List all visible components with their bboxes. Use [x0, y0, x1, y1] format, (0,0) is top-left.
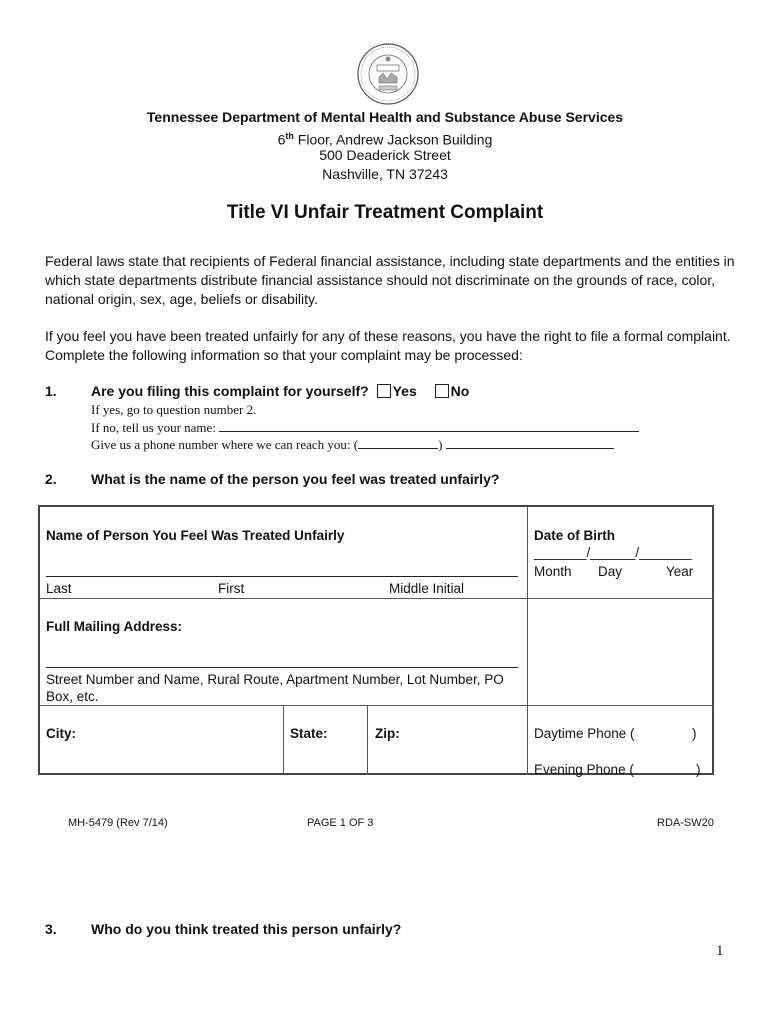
question-1-text: Are you filing this complaint for yourself? [91, 383, 369, 399]
first-label: First [218, 581, 245, 596]
q1-phone-label: Give us a phone number where we can reach you: ( [91, 437, 359, 452]
department-name: Tennessee Department of Mental Health and Substance Abuse Services [146, 109, 624, 125]
question-1-number: 1. [45, 383, 57, 399]
intro-paragraph-2: If you feel you have been treated unfairly for any of these reasons, you have the right to file a formal complaint. Complete the following information so that your complaint may be processed: [45, 328, 731, 363]
last-label: Last [46, 581, 72, 596]
question-1 [91, 383, 469, 399]
middle-initial-label: Middle Initial [389, 581, 465, 596]
evening-phone-close: ) [696, 762, 701, 777]
dob-field[interactable]: _______/______/_______ [534, 545, 692, 560]
intro-paragraph-1: Federal laws state that recipients of Federal financial assistance, including state departments and the entities in which state departments distribute financial assistance should not discriminate on the grounds of race, color, national origin, sex, age, beliefs or disability. [45, 253, 735, 307]
no-label: No [450, 383, 470, 399]
table-divider [283, 705, 284, 775]
daytime-phone-close: ) [692, 726, 697, 741]
q1-your-name-row [91, 419, 681, 436]
address-hint: Street Number and Name, Rural Route, Apartment Number, Lot Number, PO Box, etc. [46, 672, 504, 704]
yes-checkbox[interactable] [377, 384, 391, 398]
q1-phone-row [91, 436, 691, 453]
form-code: RDA-SW20 [657, 817, 714, 829]
table-divider [367, 705, 368, 775]
table-divider [40, 598, 714, 599]
address-city: Nashville, TN 37243 [322, 166, 448, 182]
person-info-table [38, 505, 714, 775]
address-header: Full Mailing Address: [46, 619, 183, 634]
name-header: Name of Person You Feel Was Treated Unfairly [46, 528, 345, 543]
area-code-field[interactable] [358, 436, 438, 449]
floor-building: Floor, Andrew Jackson Building [293, 131, 493, 148]
month-label: Month [534, 564, 572, 579]
floor-number: 6 [277, 131, 286, 148]
question-2-number: 2. [45, 471, 57, 487]
table-divider [527, 507, 528, 775]
question-3-number: 3. [45, 921, 57, 937]
page-indicator: PAGE 1 OF 3 [307, 817, 374, 829]
q1-instruction-no: If no, tell us your name: [91, 420, 216, 435]
address-street: 500 Deaderick Street [319, 147, 451, 163]
address-field[interactable] [46, 654, 518, 668]
zip-label: Zip: [375, 726, 400, 741]
no-checkbox[interactable] [435, 384, 449, 398]
year-label: Year [666, 564, 694, 579]
question-3-text: Who do you think treated this person unfairly? [91, 921, 402, 937]
daytime-phone-label: Daytime Phone ( [534, 726, 635, 741]
form-id: MH-5479 (Rev 7/14) [68, 817, 168, 829]
page-number: 1 [716, 943, 724, 959]
evening-phone-label: Evening Phone ( [534, 762, 634, 777]
state-seal [357, 43, 419, 105]
name-field[interactable] [46, 563, 518, 577]
question-2-text: What is the name of the person you feel was treated unfairly? [91, 471, 500, 487]
table-divider [40, 705, 714, 706]
yes-label: Yes [392, 383, 417, 399]
q1-paren-close: ) [438, 437, 443, 452]
form-title: Title VI Unfair Treatment Complaint [226, 202, 544, 223]
city-label: City: [46, 726, 76, 741]
phone-number-field[interactable] [446, 436, 614, 449]
state-label: State: [290, 726, 328, 741]
q1-instruction-yes: If yes, go to question number 2. [91, 402, 257, 417]
dob-header: Date of Birth [534, 528, 615, 543]
day-label: Day [598, 564, 623, 579]
floor-suffix: th [285, 131, 294, 141]
your-name-field[interactable] [219, 419, 639, 432]
